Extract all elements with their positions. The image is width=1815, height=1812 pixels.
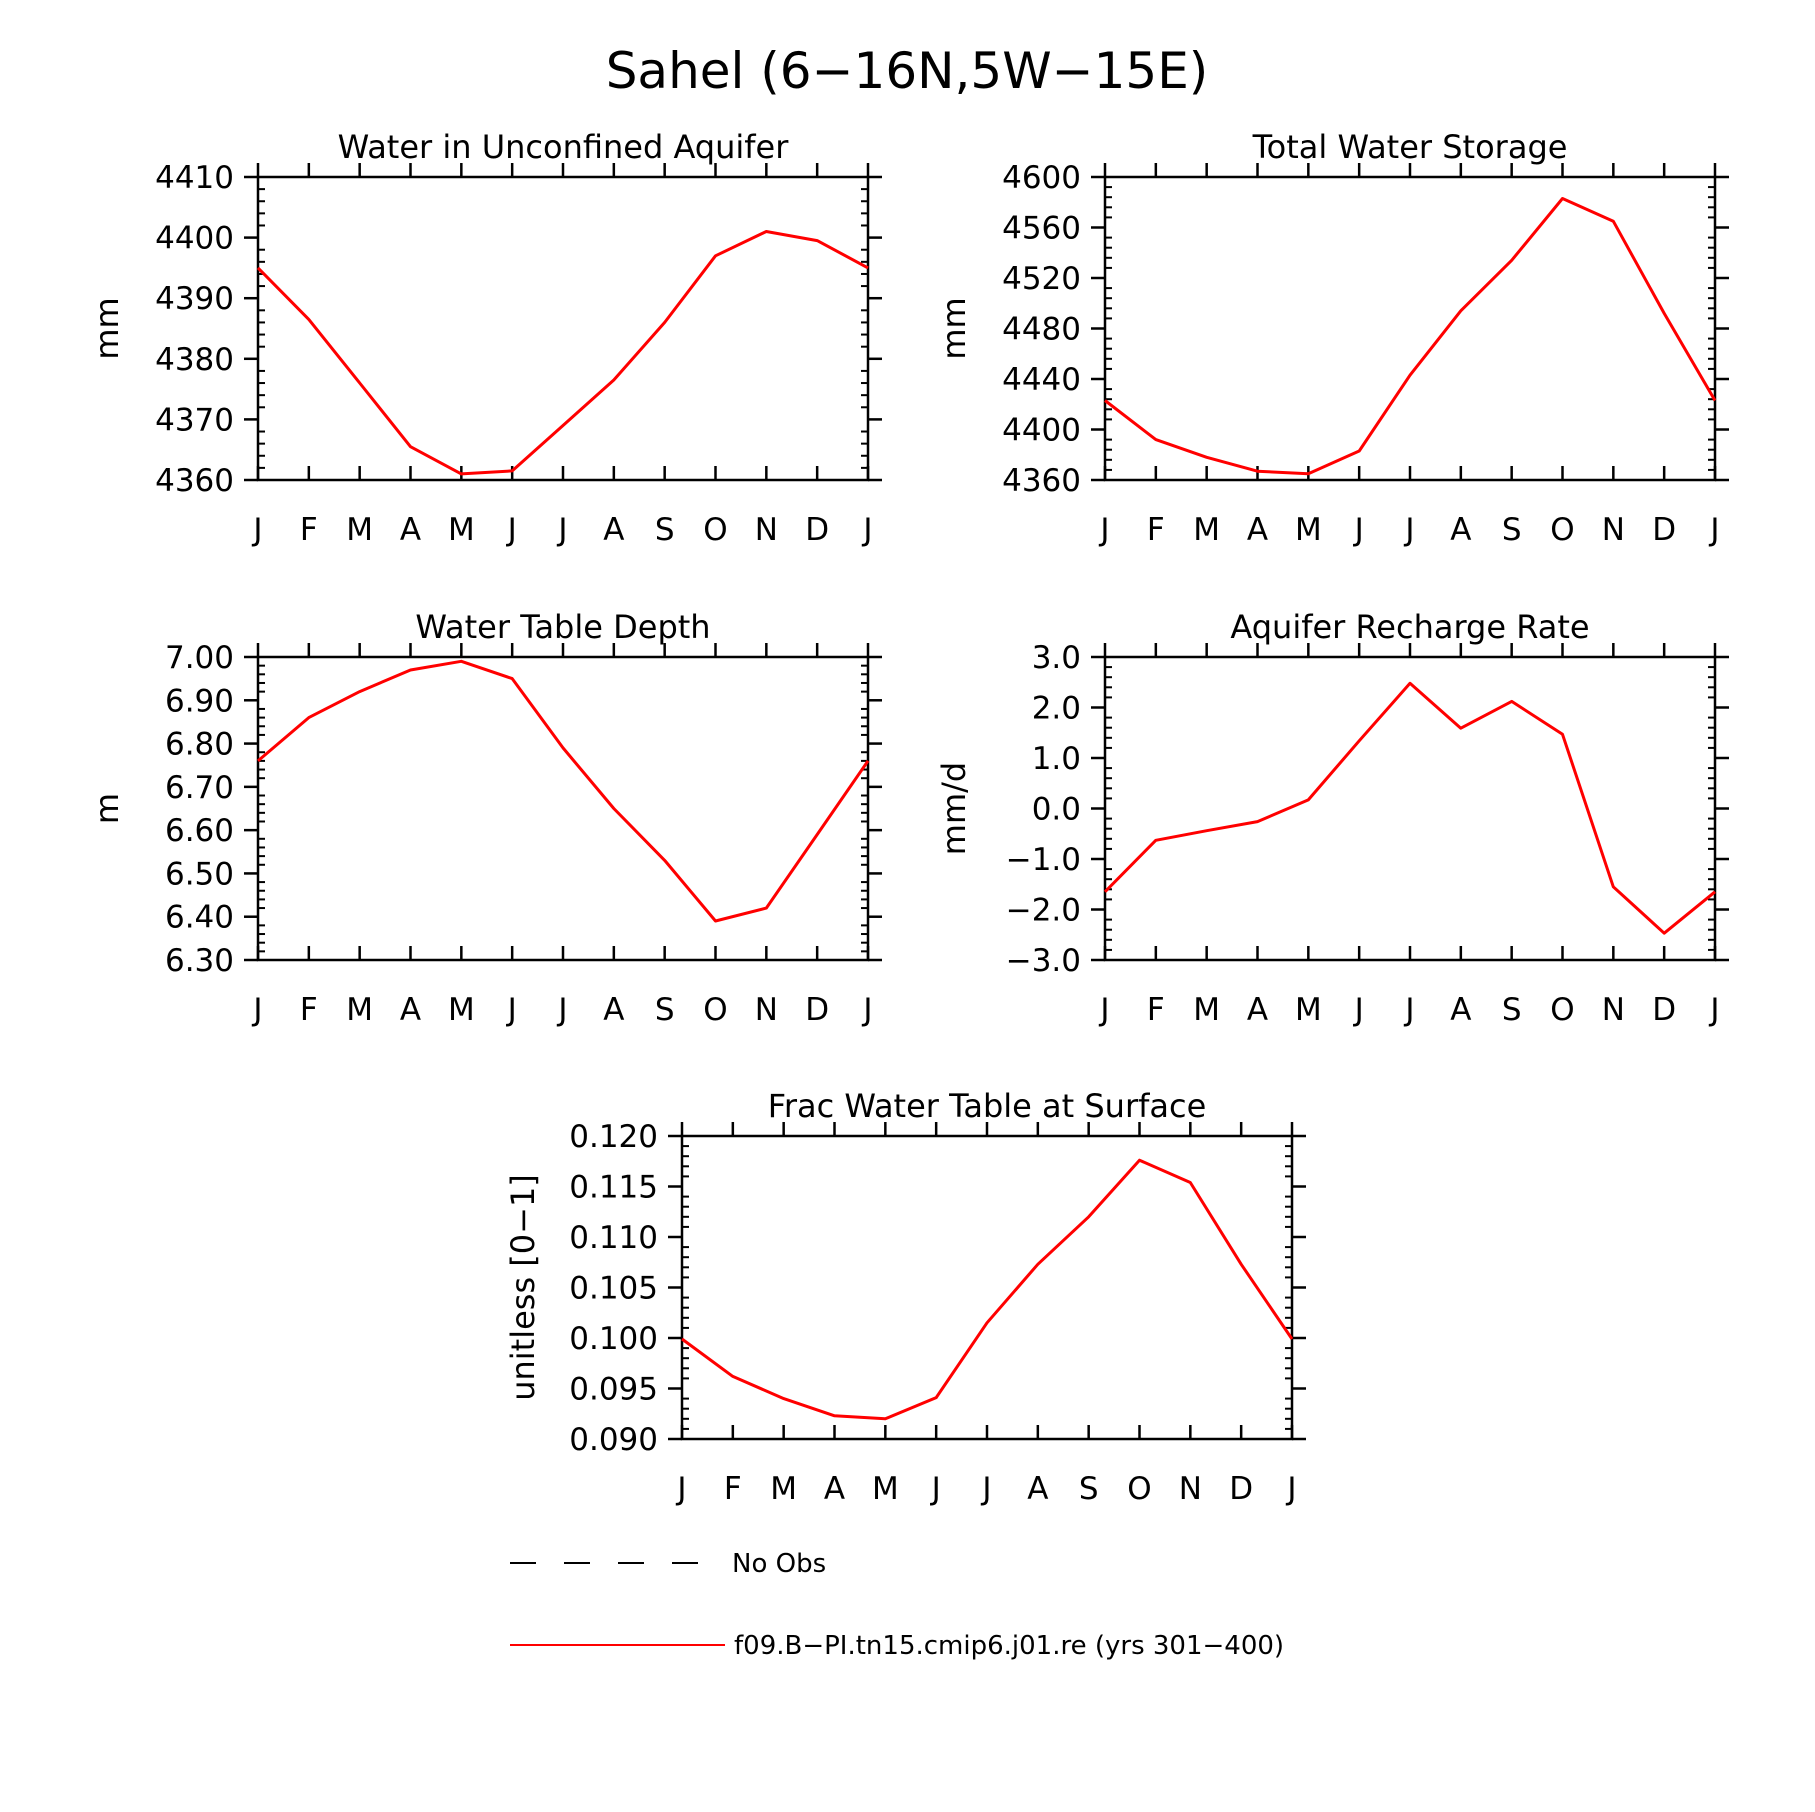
x-tick-label: M bbox=[770, 1471, 798, 1507]
y-tick-label: 4560 bbox=[1002, 210, 1081, 247]
y-tick-label: 6.60 bbox=[164, 813, 234, 850]
x-tick-label: J bbox=[1354, 512, 1364, 548]
series-line bbox=[258, 232, 868, 474]
y-tick-label: 0.0 bbox=[1031, 791, 1081, 828]
x-tick-label: D bbox=[1652, 512, 1677, 548]
x-tick-label: J bbox=[1354, 992, 1364, 1028]
series-line bbox=[682, 1160, 1292, 1419]
x-tick-label: A bbox=[1450, 512, 1472, 548]
x-tick-label: F bbox=[723, 1471, 742, 1507]
x-tick-label: J bbox=[253, 512, 263, 548]
series-line bbox=[1105, 683, 1715, 933]
x-tick-label: M bbox=[346, 992, 374, 1028]
x-tick-label: J bbox=[558, 992, 568, 1028]
y-tick-label: 4440 bbox=[1002, 362, 1081, 398]
x-tick-label: A bbox=[823, 1471, 846, 1507]
y-axis-label: mm bbox=[935, 297, 973, 360]
x-tick-label: M bbox=[1294, 992, 1322, 1028]
x-tick-label: N bbox=[1601, 512, 1625, 548]
y-tick-label: 4390 bbox=[155, 281, 234, 318]
y-tick-label: 4400 bbox=[155, 220, 234, 257]
plot-frame bbox=[1105, 177, 1715, 480]
x-tick-label: D bbox=[805, 992, 830, 1028]
x-tick-label: F bbox=[1146, 992, 1165, 1028]
y-tick-label: −1.0 bbox=[1005, 842, 1081, 878]
plot-frame bbox=[1105, 657, 1715, 960]
x-tick-label: J bbox=[931, 1471, 941, 1507]
x-tick-label: J bbox=[507, 512, 517, 548]
x-tick-label: J bbox=[982, 1471, 992, 1507]
x-tick-label: A bbox=[399, 992, 422, 1028]
y-tick-label: 0.110 bbox=[569, 1220, 658, 1256]
panel-title: Total Water Storage bbox=[1252, 128, 1568, 166]
y-tick-label: 1.0 bbox=[1031, 741, 1081, 777]
x-tick-label: A bbox=[1450, 992, 1472, 1028]
y-tick-label: −3.0 bbox=[1005, 943, 1081, 979]
series-line bbox=[258, 661, 868, 921]
y-tick-label: 0.115 bbox=[569, 1169, 658, 1206]
x-tick-label: J bbox=[677, 1471, 687, 1507]
panel-1 bbox=[88, 128, 882, 548]
x-tick-label: S bbox=[1078, 1471, 1099, 1507]
y-tick-label: 6.40 bbox=[164, 899, 234, 936]
y-tick-label: 0.105 bbox=[569, 1270, 658, 1307]
x-tick-label: M bbox=[1193, 992, 1221, 1028]
x-tick-label: J bbox=[863, 512, 873, 548]
y-tick-label: 0.120 bbox=[569, 1119, 658, 1155]
y-tick-label: 6.70 bbox=[164, 769, 234, 806]
x-tick-label: M bbox=[871, 1471, 899, 1507]
x-tick-label: D bbox=[1652, 992, 1677, 1028]
y-tick-label: 4400 bbox=[1002, 412, 1081, 449]
x-tick-label: J bbox=[253, 992, 263, 1028]
y-tick-label: 4480 bbox=[1002, 311, 1081, 348]
x-tick-label: F bbox=[299, 992, 318, 1028]
y-tick-label: 4600 bbox=[1002, 160, 1081, 196]
y-tick-label: 2.0 bbox=[1031, 690, 1081, 727]
x-tick-label: S bbox=[1501, 512, 1522, 548]
y-tick-label: 0.100 bbox=[569, 1321, 658, 1357]
x-tick-label: J bbox=[558, 512, 568, 548]
x-tick-label: J bbox=[507, 992, 517, 1028]
y-axis-label: unitless [0−1] bbox=[504, 1174, 542, 1401]
x-tick-label: A bbox=[399, 512, 422, 548]
x-tick-label: J bbox=[1405, 992, 1415, 1028]
x-tick-label: N bbox=[1178, 1471, 1202, 1507]
y-axis-label: m bbox=[88, 792, 126, 825]
x-tick-label: A bbox=[603, 512, 625, 548]
x-tick-label: O bbox=[703, 512, 728, 548]
x-tick-label: J bbox=[1287, 1471, 1297, 1507]
x-tick-label: M bbox=[447, 512, 475, 548]
x-tick-label: J bbox=[1710, 512, 1720, 548]
x-tick-label: J bbox=[1100, 512, 1110, 548]
panel-title: Water in Unconfined Aquifer bbox=[337, 128, 789, 166]
x-tick-label: N bbox=[754, 512, 778, 548]
y-axis-label: mm/d bbox=[935, 761, 973, 856]
x-tick-label: O bbox=[1550, 512, 1575, 548]
y-tick-label: 4360 bbox=[1002, 463, 1081, 499]
panel-title: Water Table Depth bbox=[415, 608, 711, 646]
panels bbox=[88, 128, 1729, 1507]
y-tick-label: 0.095 bbox=[569, 1371, 658, 1408]
x-tick-label: S bbox=[654, 992, 675, 1028]
x-tick-label: A bbox=[1027, 1471, 1049, 1507]
x-tick-label: S bbox=[654, 512, 675, 548]
x-tick-label: F bbox=[1146, 512, 1165, 548]
x-tick-label: A bbox=[1246, 992, 1269, 1028]
x-tick-label: J bbox=[863, 992, 873, 1028]
y-tick-label: −2.0 bbox=[1005, 892, 1081, 929]
y-tick-label: 6.30 bbox=[164, 943, 234, 979]
x-tick-label: A bbox=[1246, 512, 1269, 548]
y-axis-label: mm bbox=[88, 297, 126, 360]
y-tick-label: 4360 bbox=[155, 463, 234, 499]
x-tick-label: M bbox=[1193, 512, 1221, 548]
x-tick-label: O bbox=[703, 992, 728, 1028]
legend-label-no-obs: No Obs bbox=[732, 1549, 827, 1579]
x-tick-label: D bbox=[805, 512, 830, 548]
x-tick-label: J bbox=[1405, 512, 1415, 548]
x-tick-label: O bbox=[1127, 1471, 1152, 1507]
panel-title: Frac Water Table at Surface bbox=[767, 1087, 1207, 1125]
x-tick-label: N bbox=[1601, 992, 1625, 1028]
x-tick-label: F bbox=[299, 512, 318, 548]
y-tick-label: 0.090 bbox=[569, 1422, 658, 1458]
y-tick-label: 6.90 bbox=[164, 683, 234, 720]
panel-title: Aquifer Recharge Rate bbox=[1230, 608, 1590, 646]
panel-2 bbox=[935, 128, 1729, 548]
series-line bbox=[1105, 199, 1715, 474]
x-tick-label: M bbox=[1294, 512, 1322, 548]
figure-title: Sahel (6−16N,5W−15E) bbox=[605, 42, 1209, 100]
x-tick-label: S bbox=[1501, 992, 1522, 1028]
y-tick-label: 4370 bbox=[155, 402, 234, 439]
plot-frame bbox=[258, 657, 868, 960]
y-tick-label: 7.00 bbox=[164, 640, 234, 676]
x-tick-label: A bbox=[603, 992, 625, 1028]
plot-frame bbox=[258, 177, 868, 480]
x-tick-label: M bbox=[447, 992, 475, 1028]
x-tick-label: J bbox=[1710, 992, 1720, 1028]
x-tick-label: N bbox=[754, 992, 778, 1028]
x-tick-label: J bbox=[1100, 992, 1110, 1028]
y-tick-label: 6.50 bbox=[164, 856, 234, 893]
legend-label-model: f09.B−PI.tn15.cmip6.j01.re (yrs 301−400) bbox=[734, 1631, 1285, 1661]
y-tick-label: 4380 bbox=[155, 341, 234, 378]
y-tick-label: 4410 bbox=[155, 160, 234, 196]
y-tick-label: 4520 bbox=[1002, 261, 1081, 297]
legend bbox=[510, 1549, 1284, 1661]
panel-5 bbox=[504, 1087, 1306, 1507]
y-tick-label: 3.0 bbox=[1031, 640, 1081, 676]
y-tick-label: 6.80 bbox=[164, 726, 234, 763]
x-tick-label: M bbox=[346, 512, 374, 548]
x-tick-label: D bbox=[1229, 1471, 1254, 1507]
x-tick-label: O bbox=[1550, 992, 1575, 1028]
panel-4 bbox=[935, 608, 1729, 1028]
panel-3 bbox=[88, 608, 882, 1028]
